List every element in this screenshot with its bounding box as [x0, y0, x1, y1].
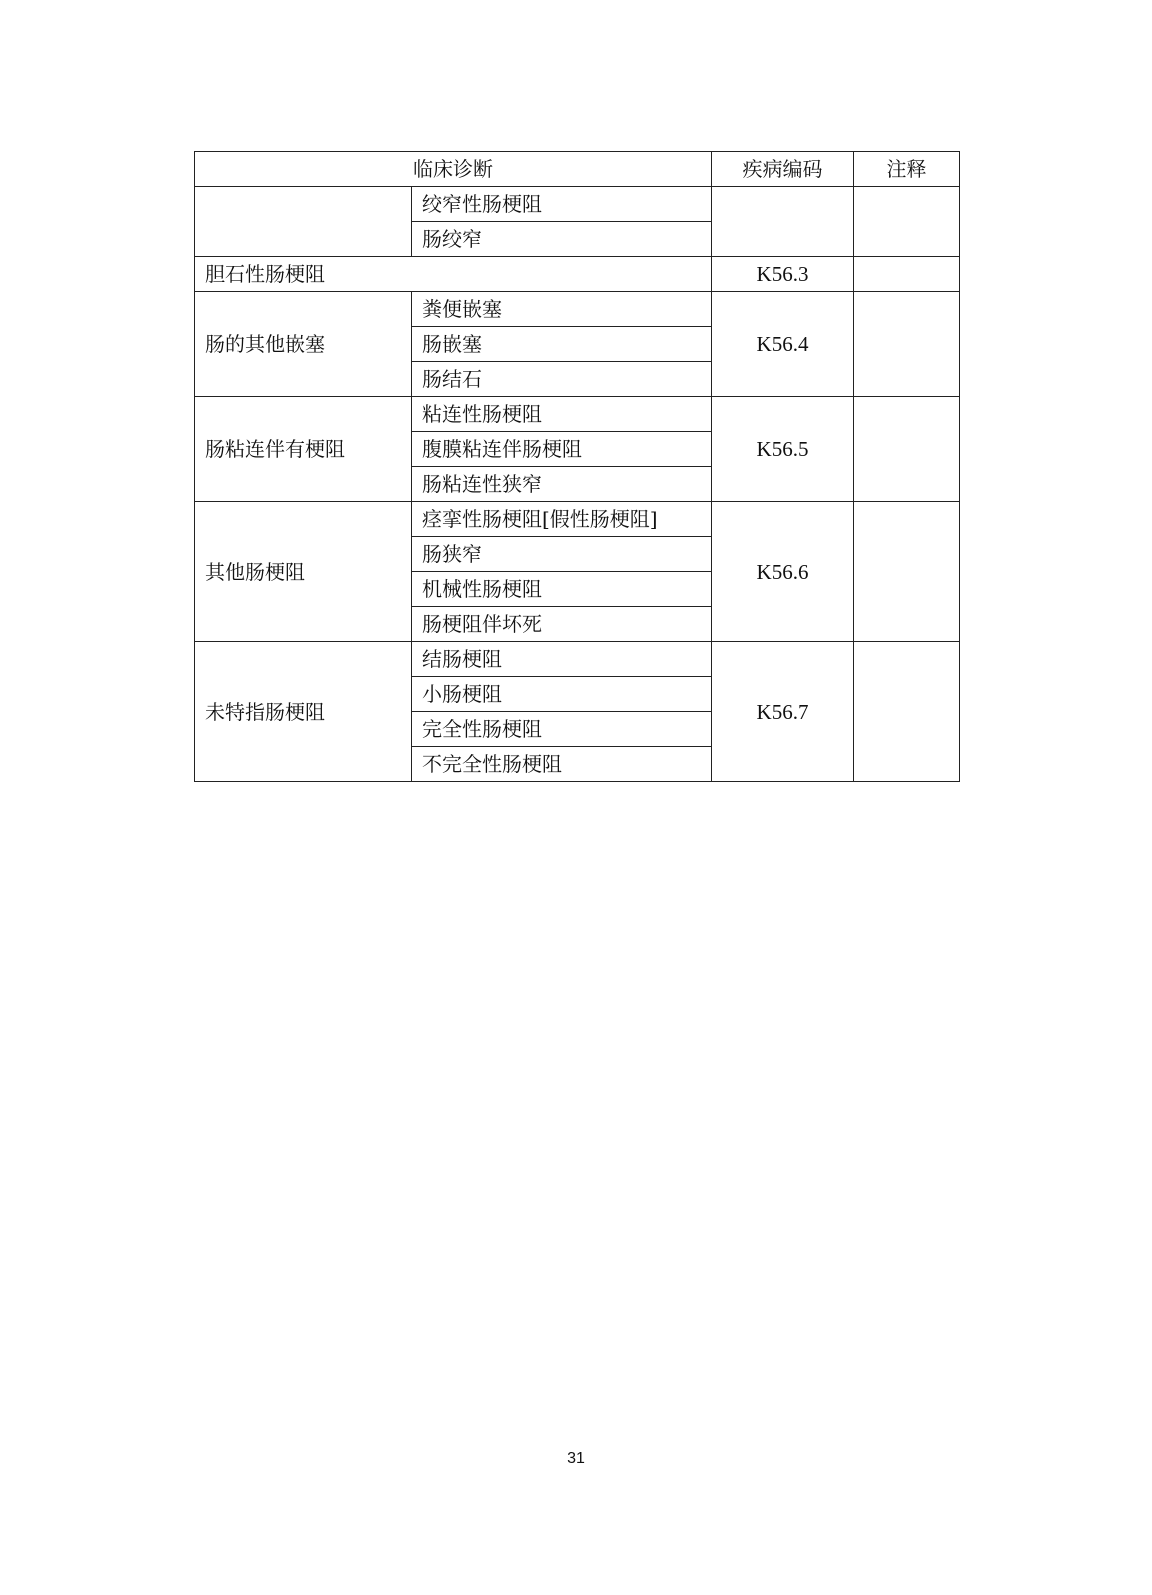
sub-diagnosis-cell: 绞窄性肠梗阻: [412, 187, 712, 222]
sub-diagnosis-cell: 肠绞窄: [412, 222, 712, 257]
sub-diagnosis-cell: 肠嵌塞: [412, 327, 712, 362]
sub-diagnosis-cell: 小肠梗阻: [412, 677, 712, 712]
sub-diagnosis-cell: 粪便嵌塞: [412, 292, 712, 327]
note-cell: [854, 642, 960, 782]
sub-diagnosis-cell: 机械性肠梗阻: [412, 572, 712, 607]
disease-code-cell: K56.5: [712, 397, 854, 502]
note-cell: [854, 187, 960, 257]
header-notes: 注释: [854, 152, 960, 187]
main-diagnosis-cell: [195, 187, 412, 257]
main-diagnosis-cell: 肠粘连伴有梗阻: [195, 397, 412, 502]
sub-diagnosis-cell: 不完全性肠梗阻: [412, 747, 712, 782]
sub-diagnosis-cell: 粘连性肠梗阻: [412, 397, 712, 432]
header-clinical-diagnosis: 临床诊断: [195, 152, 712, 187]
table-row: [195, 502, 960, 537]
note-cell: [854, 502, 960, 642]
main-diagnosis-cell: 肠的其他嵌塞: [195, 292, 412, 397]
disease-code-cell: K56.3: [712, 257, 854, 292]
sub-diagnosis-cell: 肠结石: [412, 362, 712, 397]
sub-diagnosis-cell: 结肠梗阻: [412, 642, 712, 677]
header-row: [195, 152, 960, 187]
page-number: 31: [567, 1450, 585, 1467]
table-row: [195, 292, 960, 327]
disease-code-cell: K56.6: [712, 502, 854, 642]
main-diagnosis-cell: 其他肠梗阻: [195, 502, 412, 642]
sub-diagnosis-cell: 肠狭窄: [412, 537, 712, 572]
table-row: [195, 187, 960, 222]
disease-code-cell: K56.4: [712, 292, 854, 397]
table-row: [195, 257, 960, 292]
note-cell: [854, 292, 960, 397]
disease-code-cell: [712, 187, 854, 257]
sub-diagnosis-cell: 肠梗阻伴坏死: [412, 607, 712, 642]
sub-diagnosis-cell: 肠粘连性狭窄: [412, 467, 712, 502]
table-row: [195, 642, 960, 677]
diagnosis-table: [194, 151, 960, 782]
main-diagnosis-cell: 未特指肠梗阻: [195, 642, 412, 782]
disease-code-cell: K56.7: [712, 642, 854, 782]
note-cell: [854, 397, 960, 502]
table-row: [195, 397, 960, 432]
header-disease-code: 疾病编码: [712, 152, 854, 187]
main-diagnosis-cell: 胆石性肠梗阻: [195, 257, 712, 292]
sub-diagnosis-cell: 完全性肠梗阻: [412, 712, 712, 747]
table-body: [195, 187, 960, 782]
sub-diagnosis-cell: 痉挛性肠梗阻[假性肠梗阻]: [412, 502, 712, 537]
note-cell: [854, 257, 960, 292]
sub-diagnosis-cell: 腹膜粘连伴肠梗阻: [412, 432, 712, 467]
